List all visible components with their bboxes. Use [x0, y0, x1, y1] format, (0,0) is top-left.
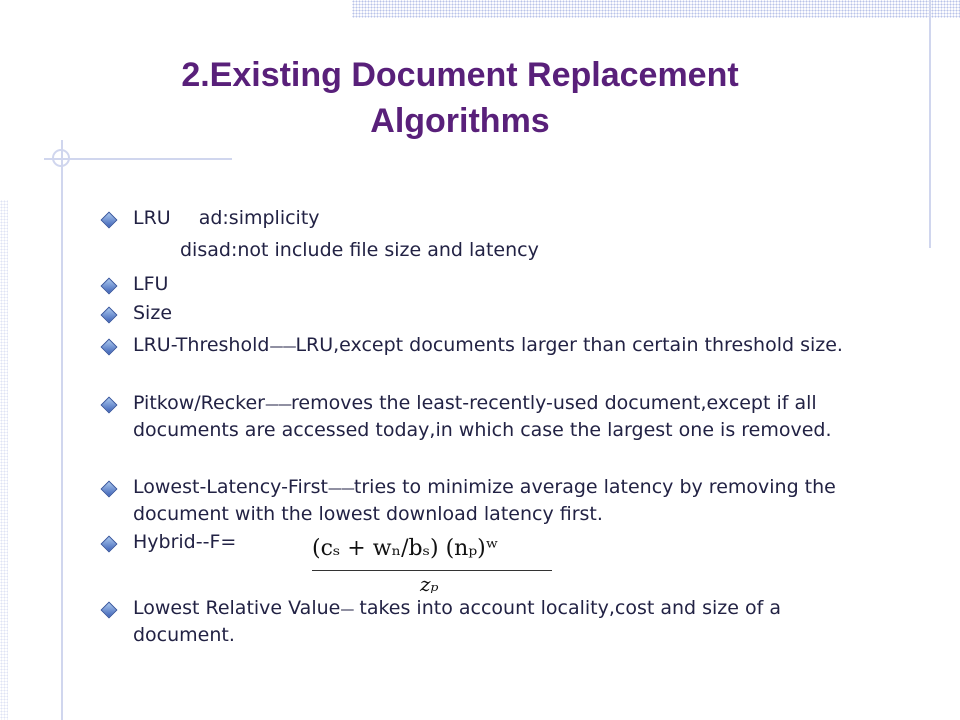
diamond-bullet-icon — [101, 278, 118, 295]
pitkow-recker-desc: removes the least-recently-used document,except if all documents are accessed today,in which case the largest one is removed. — [133, 392, 832, 441]
lrv-desc: takes into account locality,cost and size of a document. — [133, 597, 782, 646]
dash: — — [340, 602, 354, 618]
dash: —— — [264, 397, 291, 413]
formula-denominator: zₚ — [420, 572, 439, 596]
title-line-2: Algorithms — [370, 102, 550, 140]
lrv-lead: Lowest Relative Value — [133, 597, 341, 619]
diamond-bullet-icon — [101, 397, 118, 414]
diamond-bullet-icon — [101, 536, 118, 553]
pitkow-recker-lead: Pitkow/Recker — [133, 392, 265, 414]
hybrid-text: Hybrid--F= — [133, 531, 237, 553]
llf-desc: tries to minimize average latency by removing the document with the lowest download latency first. — [133, 476, 836, 525]
dash: —— — [269, 339, 296, 355]
ring-ornament-icon — [52, 149, 70, 167]
top-dot-pattern — [352, 0, 960, 18]
formula-fraction-line — [312, 570, 552, 571]
left-dot-pattern — [0, 200, 8, 720]
left-rail-line — [61, 140, 63, 720]
lru-threshold-desc: LRU,except documents larger than certain threshold size. — [295, 334, 843, 356]
lru-threshold-lead: LRU-Threshold — [133, 334, 270, 356]
diamond-bullet-icon — [101, 481, 118, 498]
diamond-bullet-icon — [101, 602, 118, 619]
lru-ad: ad:simplicity — [198, 207, 320, 229]
title-underline-rule — [44, 158, 232, 160]
title-line-1: 2.Existing Document Replacement — [181, 56, 739, 94]
diamond-bullet-icon — [101, 339, 118, 356]
diamond-bullet-icon — [101, 212, 118, 229]
formula-numerator: (cₛ + wₙ/bₛ) (nₚ)ʷ — [312, 536, 499, 561]
size-text: Size — [133, 302, 173, 324]
diamond-bullet-icon — [101, 307, 118, 324]
lru-disad: disad:not include file size and latency — [180, 239, 539, 261]
llf-lead: Lowest-Latency-First — [133, 476, 328, 498]
dash: —— — [327, 481, 354, 497]
hybrid-formula — [312, 532, 552, 604]
lru-lead: LRU — [133, 207, 171, 229]
right-rail-line — [929, 0, 931, 248]
lfu-text: LFU — [133, 273, 169, 295]
slide-title — [60, 52, 860, 144]
